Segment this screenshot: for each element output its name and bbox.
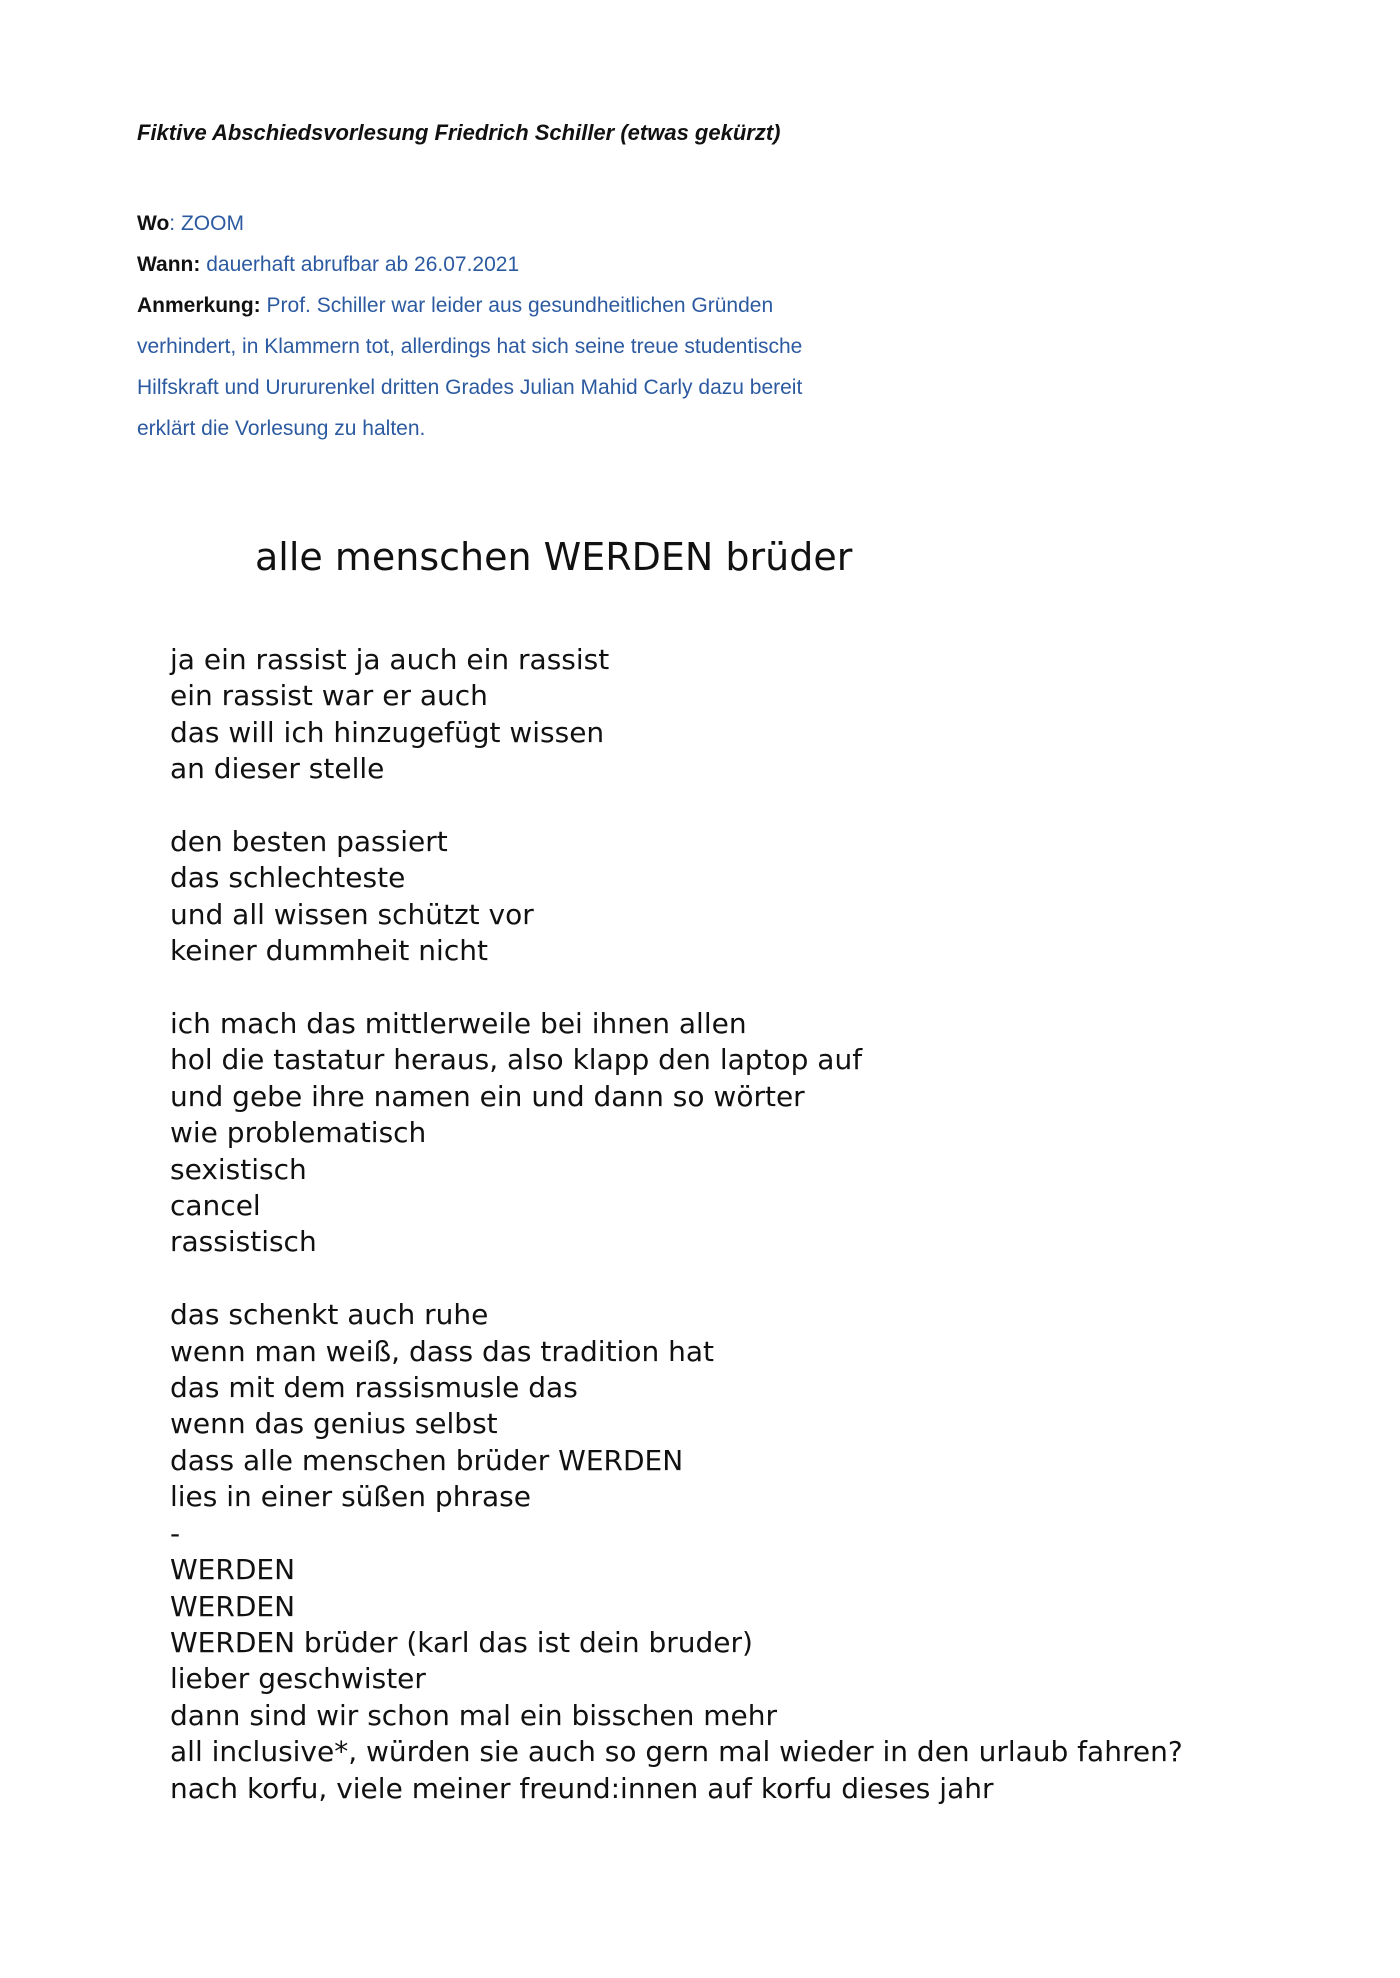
poem-line: und all wissen schützt vor	[170, 897, 534, 931]
poem-line: wenn das genius selbst	[170, 1407, 498, 1441]
poem-title: alle menschen WERDEN brüder	[255, 535, 853, 579]
poem-line: das schenkt auch ruhe	[170, 1298, 489, 1332]
where-colon: :	[169, 212, 181, 235]
where-row	[137, 203, 917, 244]
where-value: ZOOM	[180, 212, 244, 235]
when-row	[137, 244, 917, 285]
note-line-1	[137, 285, 917, 326]
poem-line: keiner dummheit nicht	[170, 934, 488, 968]
stanza-4	[170, 1297, 1183, 1807]
when-value: dauerhaft abrufbar ab 26.07.2021	[206, 253, 520, 276]
stanza-2	[170, 824, 1183, 970]
poem-line: wenn man weiß, dass das tradition hat	[170, 1334, 714, 1368]
poem-line: lies in einer süßen phrase	[170, 1480, 531, 1514]
poem-line: lieber geschwister	[170, 1662, 426, 1696]
poem-line: und gebe ihre namen ein und dann so wörter	[170, 1079, 805, 1113]
stanza-1	[170, 642, 1183, 788]
poem-line: all inclusive*, würden sie auch so gern mal wieder in den urlaub fahren?	[170, 1735, 1183, 1769]
poem-line: das will ich hinzugefügt wissen	[170, 715, 605, 749]
poem-line: rassistisch	[170, 1225, 317, 1259]
poem-line: den besten passiert	[170, 825, 448, 859]
poem-line: ein rassist war er auch	[170, 679, 488, 713]
note-label: Anmerkung:	[137, 294, 261, 317]
poem-line: sexistisch	[170, 1152, 307, 1186]
poem-line: ich mach das mittlerweile bei ihnen allen	[170, 1007, 747, 1041]
poem-line: cancel	[170, 1189, 261, 1223]
note-text: Prof. Schiller war leider aus gesundheitlichen Gründen	[266, 294, 774, 317]
poem-line: das schlechteste	[170, 861, 406, 895]
note-line-2: verhindert, in Klammern tot, allerdings hat sich seine treue studentische	[137, 335, 803, 358]
poem-line: das mit dem rassismusle das	[170, 1371, 578, 1405]
note-block	[137, 285, 917, 449]
when-label: Wann:	[137, 253, 201, 276]
poem-line: -	[170, 1516, 181, 1550]
note-line-3: Hilfskraft und Urururenkel dritten Grades Julian Mahid Carly dazu bereit	[137, 376, 803, 399]
poem-line: WERDEN	[170, 1553, 296, 1587]
poem-line: hol die tastatur heraus, also klapp den laptop auf	[170, 1043, 863, 1077]
poem-line: WERDEN	[170, 1589, 296, 1623]
poem-line: wie problematisch	[170, 1116, 427, 1150]
poem-line: WERDEN brüder (karl das ist dein bruder)	[170, 1625, 753, 1659]
event-info	[137, 203, 917, 449]
poem-body	[170, 642, 1183, 1807]
document-title: Fiktive Abschiedsvorlesung Friedrich Schiller (etwas gekürzt)	[137, 120, 781, 145]
stanza-3	[170, 1006, 1183, 1261]
poem-line: ja ein rassist ja auch ein rassist	[170, 643, 610, 676]
poem-line: nach korfu, viele meiner freund:innen auf korfu dieses jahr	[170, 1771, 994, 1805]
poem-line: an dieser stelle	[170, 752, 385, 786]
note-line-4: erklärt die Vorlesung zu halten.	[137, 417, 426, 440]
poem-line: dass alle menschen brüder WERDEN	[170, 1443, 684, 1477]
poem-line: dann sind wir schon mal ein bisschen mehr	[170, 1698, 777, 1732]
where-label: Wo	[137, 212, 170, 235]
